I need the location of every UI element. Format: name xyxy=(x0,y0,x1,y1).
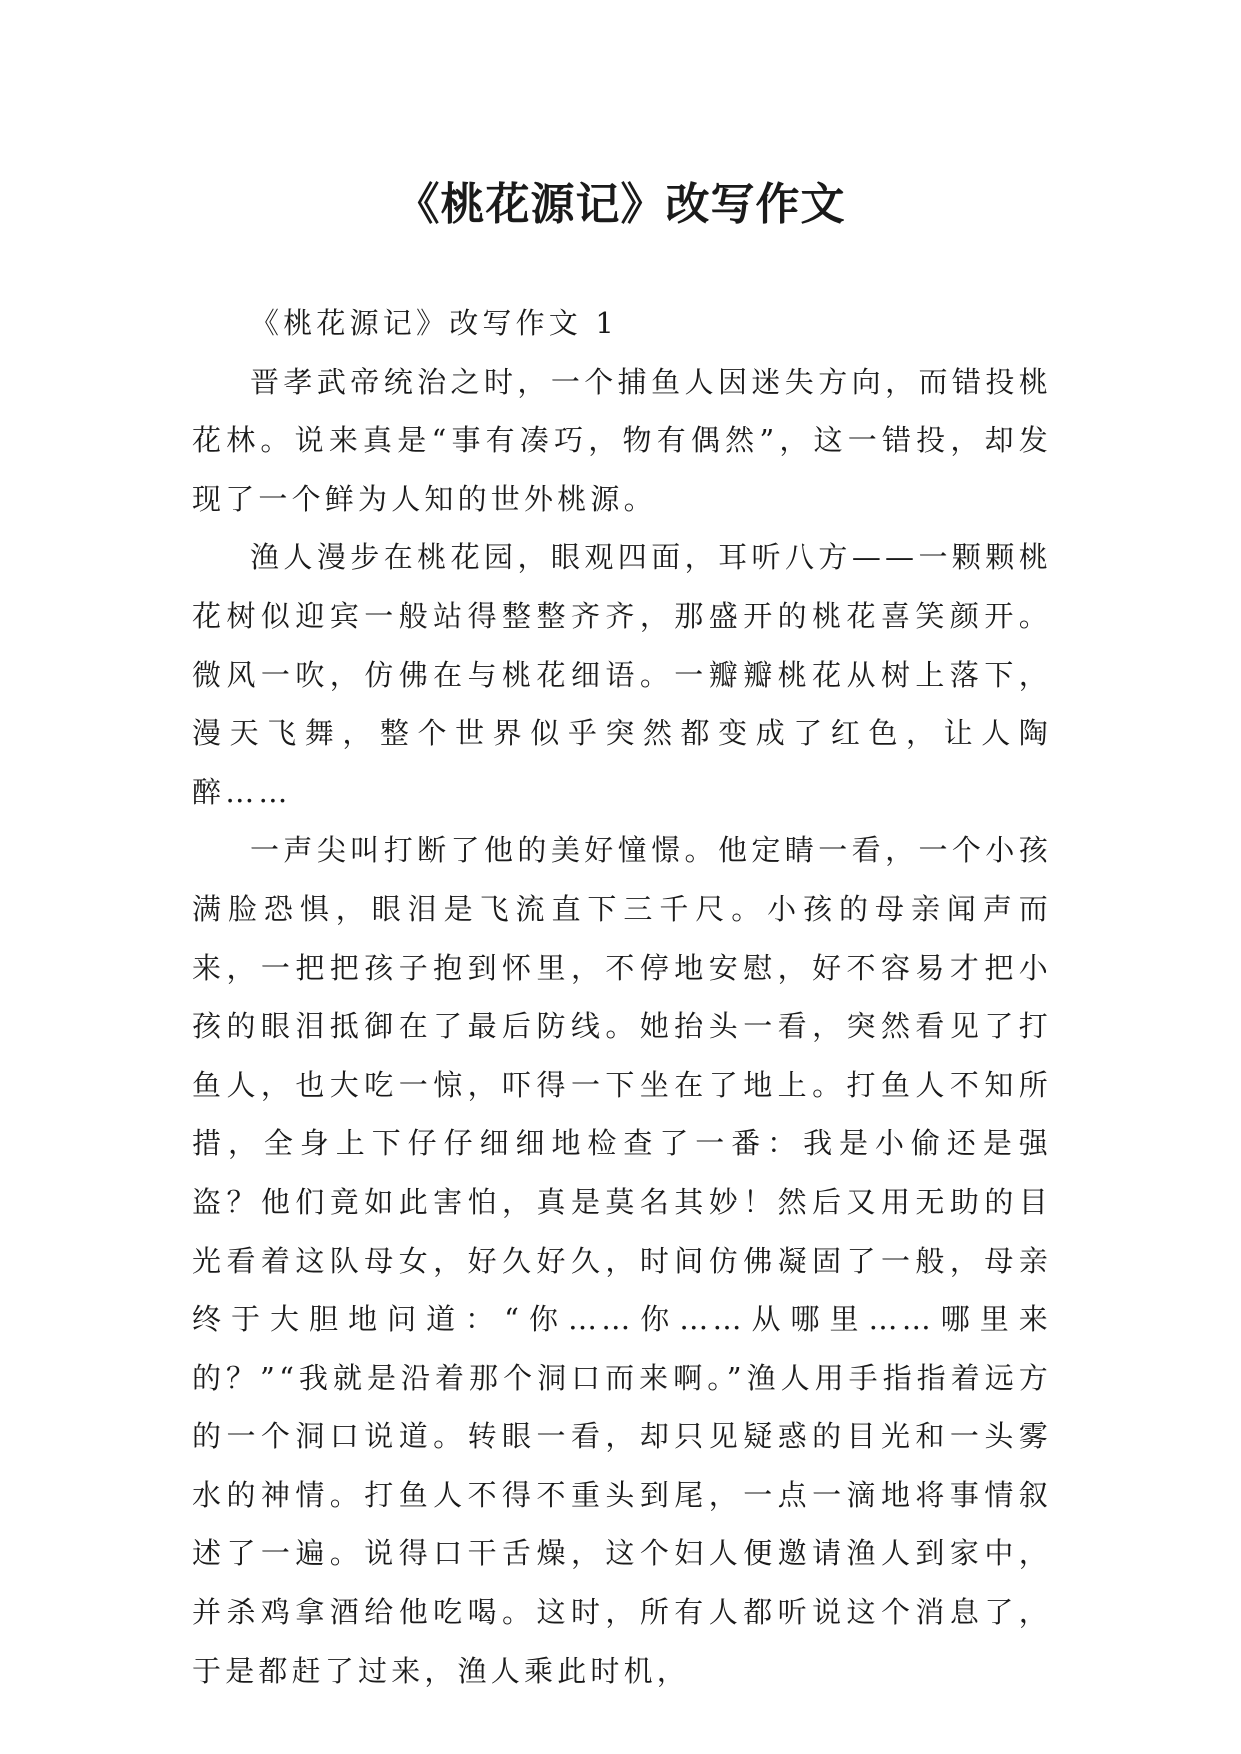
paragraph-3: 一声尖叫打断了他的美好憧憬。他定睛一看，一个小孩满脸恐惧，眼泪是飞流直下三千尺。小孩的母亲闻声而来，一把把孩子抱到怀里，不停地安慰，好不容易才把小孩的眼泪抵御在了最后防线。她抬头一看，突然看见了打鱼人，也大吃一惊，吓得一下坐在了地上。打鱼人不知所措，全身上下仔仔细细地检查了一番：我是小偷还是强盗？他们竟如此害怕，真是莫名其妙！然后又用无助的目光看着这队母女，好久好久，时间仿佛凝固了一般，母亲终于大胆地问道：“你……你……从哪里……哪里来的？”“我就是沿着那个洞口而来啊。”渔人用手指指着远方的一个洞口说道。转眼一看，却只见疑惑的目光和一头雾水的神情。打鱼人不得不重头到尾，一点一滴地将事情叙述了一遍。说得口干舌燥，这个妇人便邀请渔人到家中，并杀鸡拿酒给他吃喝。这时，所有人都听说这个消息了，于是都赶了过来，渔人乘此时机， xyxy=(192,833,1052,1688)
page-title: 《桃花源记》改写作文 xyxy=(395,179,846,231)
paragraph-1: 晋孝武帝统治之时，一个捕鱼人因迷失方向，而错投桃花林。说来真是“事有凑巧，物有偶然”，这一错投，却发现了一个鲜为人知的世外桃源。 xyxy=(192,364,1052,516)
section-heading: 《桃花源记》改写作文 1 xyxy=(250,306,619,340)
paragraph-2: 渔人漫步在桃花园，眼观四面，耳听八方——一颗颗桃花树似迎宾一般站得整整齐齐，那盛开的桃花喜笑颜开。微风一吹，仿佛在与桃花细语。一瓣瓣桃花从树上落下，漫天飞舞，整个世界似乎突然都变成了红色，让人陶醉…… xyxy=(192,540,1052,809)
document-body xyxy=(192,294,1052,1700)
